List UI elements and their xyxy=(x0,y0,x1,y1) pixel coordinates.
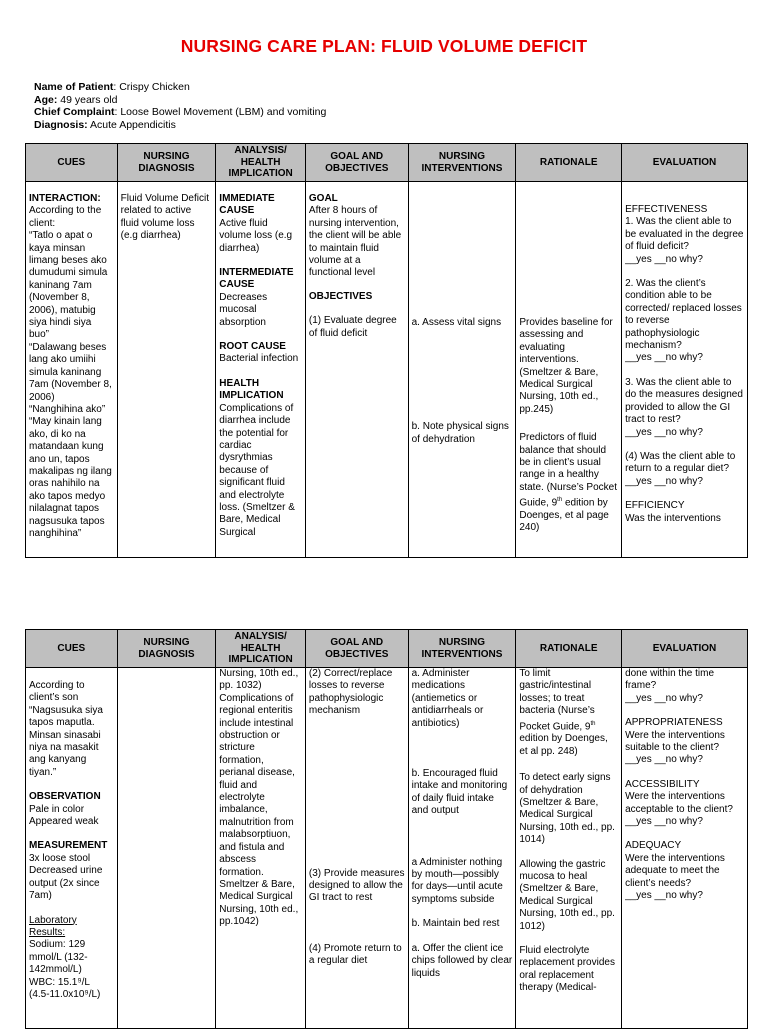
goal-cell xyxy=(305,668,408,1029)
page-title: NURSING CARE PLAN: FLUID VOLUME DEFICIT xyxy=(180,36,588,56)
evaluation-2: 2. Was the client’s condition able to be corrected/ replaced losses to reverse pathophysiologic mechanism? __yes __no why? xyxy=(625,278,742,364)
chief-complaint-label: Chief Complaint xyxy=(34,106,115,118)
header-nursing-diagnosis: NURSING DIAGNOSIS xyxy=(117,144,216,182)
cues-cell xyxy=(26,182,118,558)
header-analysis: ANALYSIS/ HEALTH IMPLICATION xyxy=(216,144,306,182)
header-evaluation: EVALUATION xyxy=(622,630,748,668)
measurement-heading: MEASUREMENT xyxy=(29,840,108,852)
evaluation-appropriateness: Were the interventions suitable to the client? __yes __no why? xyxy=(625,729,725,766)
table-header-row xyxy=(26,144,748,182)
intervention-e: a. Offer the client ice chips followed by clear liquids xyxy=(411,942,513,979)
cues-heading: INTERACTION: xyxy=(29,193,101,204)
evaluation-4: (4) Was the client able to return to a regular diet? __yes __no why? xyxy=(625,450,736,487)
evaluation-accessibility: Were the interventions acceptable to the client? __yes __no why? xyxy=(625,791,733,828)
rationale-a: Provides baseline for assessing and evaluating interventions. (Smeltzer & Bare, Medical Surgical Nursing, 10th ed., pp.245) xyxy=(519,317,613,415)
evaluation-5: Was the interventions xyxy=(625,512,721,524)
rationale-c: Allowing the gastric mucosa to heal (Smeltzer & Bare, Medical Surgical Nursing, 10th ed., pp. 1012) xyxy=(519,858,615,932)
patient-name-line xyxy=(34,81,326,94)
cues-cell xyxy=(26,668,118,1029)
intervention-b: b. Note physical signs of dehydration xyxy=(411,421,509,445)
rationale-b: To detect early signs of dehydration (Smeltzer & Bare, Medical Surgical Nursing, 10th ed., pp. 1014) xyxy=(519,772,615,846)
diagnosis-value: Acute Appendicitis xyxy=(87,118,176,131)
evaluation-cell xyxy=(622,668,748,1029)
evaluation-3: 3. Was the client able to do the measures designed provided to allow the GI tract to rest? __yes __no why? xyxy=(625,376,743,438)
rationale-b: Predictors of fluid balance that should be in client’s usual range in a healthy state. (Nurse’s Pocket Guide, 9th edition by Doenges, et al page 240) xyxy=(519,432,617,534)
intermediate-cause-text: Decreases mucosal absorption xyxy=(219,291,268,328)
laboratory-results-heading: Laboratory Results: xyxy=(29,914,77,938)
header-rationale: RATIONALE xyxy=(516,630,622,668)
analysis-text: Nursing, 10th ed., pp. 1032) Complications of regional enteritis include intestinal obstruction or stricture formation, perianal disease, fluid and electrolyte imbalance, malnutrition from malabsorptiuon, and fistula and abscess formation. Smeltzer & Bare, Medical Surgical Nursing, 10th ed., pp.1042) xyxy=(219,668,299,928)
intervention-d: b. Maintain bed rest xyxy=(411,918,500,930)
objective-4: (4) Promote return to a regular diet xyxy=(308,942,402,967)
accessibility-heading: ACCESSIBILITY xyxy=(625,778,700,790)
patient-age: 49 years old xyxy=(57,93,118,106)
objective-3: (3) Provide measures designed to allow the GI tract to rest xyxy=(308,867,405,904)
adequacy-heading: ADEQUACY xyxy=(625,840,682,852)
health-implication-text: Complications of diarrhea include the potential for cardiac dysrythmias because of significant fluid and electrolyte loss. (Smeltzer & Bare, Medical Surgical xyxy=(219,402,295,538)
patient-name: : Crispy Chicken xyxy=(113,81,190,93)
patient-info xyxy=(34,81,326,131)
diagnosis-label: Diagnosis: xyxy=(34,118,88,131)
analysis-cell xyxy=(216,182,306,558)
header-evaluation: EVALUATION xyxy=(622,144,748,182)
header-interventions: NURSING INTERVENTIONS xyxy=(408,144,516,182)
evaluation-efficiency-cont: done within the time frame? __yes __no why? xyxy=(625,668,715,704)
cues-text: According to the client: “Tatlo o apat o kaya minsan limang beses ako dumudumi simula kaninang 7am (November 8, 2006), matubig siya hindi siya buo” “Dalawang beses lang ako umiihi simula kaninang 7am (November 8, 2006) “Nanghihina ako” “May kinain lang ako, di ko na matandaan kung ano un, tapos makalipas ng ilang oras nahihilo na ako tapos medyo nilalagnat tapos nagsusuka tapos nanghihina” xyxy=(29,205,112,539)
root-cause-heading: ROOT CAUSE xyxy=(219,341,286,353)
goal-cell xyxy=(305,182,408,558)
evaluation-adequacy: Were the interventions adequate to meet the client’s needs? __yes __no why? xyxy=(625,852,725,902)
patient-name-label: Name of Patient xyxy=(34,81,114,93)
chief-complaint: : Loose Bowel Movement (LBM) and vomiting xyxy=(114,106,327,118)
immediate-cause-heading: IMMEDIATE CAUSE xyxy=(219,193,275,217)
interventions-cell xyxy=(408,668,516,1029)
rationale-cell xyxy=(516,182,622,558)
header-cues: CUES xyxy=(26,144,118,182)
care-plan-table-1 xyxy=(25,143,748,558)
header-analysis: ANALYSIS/ HEALTH IMPLICATION xyxy=(216,630,306,668)
goal-text: After 8 hours of nursing intervention, the client will be able to maintain fluid volume at a functional level xyxy=(308,205,402,279)
goal-heading: GOAL xyxy=(308,193,338,204)
measurement-text: 3x loose stool Decreased urine output (2x since 7am) xyxy=(29,852,103,902)
analysis-cell xyxy=(216,668,306,1029)
header-goal: GOAL AND OBJECTIVES xyxy=(305,630,408,668)
intervention-a: a. Assess vital signs xyxy=(411,317,502,328)
table-row xyxy=(26,182,748,558)
evaluation-1: 1. Was the client able to be evaluated in the degree of fluid deficit? __yes __no why? xyxy=(625,216,744,265)
evaluation-cell xyxy=(622,182,748,558)
rationale-cell xyxy=(516,668,622,1029)
header-cues: CUES xyxy=(26,630,118,668)
header-interventions: NURSING INTERVENTIONS xyxy=(408,630,516,668)
interventions-cell xyxy=(408,182,516,558)
immediate-cause-text: Active fluid volume loss (e.g diarrhea) xyxy=(219,217,293,254)
observation-text: Pale in color Appeared weak xyxy=(29,803,99,828)
cues-interaction-text: According to client’s son “Nagsusuka siya tapos maputla. Minsan sinasabi niya na masakit ang kanyang tiyan.” xyxy=(29,680,103,778)
header-goal: GOAL AND OBJECTIVES xyxy=(305,144,408,182)
intervention-a: a. Administer medications (antiemetics or antidiarrheals or antibiotics) xyxy=(411,668,484,729)
intervention-c: a Administer nothing by mouth—possibly for days—until acute symptoms subside xyxy=(411,856,503,905)
header-rationale: RATIONALE xyxy=(516,144,622,182)
efficiency-heading: EFFICIENCY xyxy=(625,500,685,512)
effectiveness-heading: EFFECTIVENESS xyxy=(625,204,708,215)
health-implication-heading: HEALTH IMPLICATION xyxy=(219,377,284,402)
patient-age-line xyxy=(34,94,326,107)
intervention-b: b. Encouraged fluid intake and monitoring of daily fluid intake and output xyxy=(411,768,508,817)
rationale-a: To limit gastric/intestinal losses; to treat bacteria (Nurse’s Pocket Guide, 9th edition by Doenges, et al pp. 248) xyxy=(519,668,608,757)
rationale-d: Fluid electrolyte replacement provides oral replacement therapy (Medical- xyxy=(519,945,615,994)
table-header-row xyxy=(26,630,748,668)
header-nursing-diagnosis: NURSING DIAGNOSIS xyxy=(117,630,216,668)
chief-complaint-line xyxy=(34,106,326,119)
table-row xyxy=(26,668,748,1029)
laboratory-results-text: Sodium: 129 mmol/L (132-142mmol/L) WBC: 15.1⁹/L (4.5-11.0x10⁹/L) xyxy=(29,939,101,1000)
appropriateness-heading: APPROPRIATENESS xyxy=(625,717,723,729)
observation-heading: OBSERVATION xyxy=(29,791,101,803)
diagnosis-line xyxy=(34,119,326,132)
root-cause-text: Bacterial infection xyxy=(219,353,299,365)
diagnosis-cell xyxy=(117,668,216,1029)
diagnosis-text: Fluid Volume Deficit related to active fluid volume loss (e.g diarrhea) xyxy=(120,193,209,242)
care-plan-table-2 xyxy=(25,629,748,1029)
objectives-heading: OBJECTIVES xyxy=(308,290,373,302)
diagnosis-cell xyxy=(117,182,216,558)
objective-1: (1) Evaluate degree of fluid deficit xyxy=(308,315,397,339)
intermediate-cause-heading: INTERMEDIATE CAUSE xyxy=(219,267,294,291)
patient-age-label: Age: xyxy=(34,93,58,106)
objective-2: (2) Correct/replace losses to reverse pathophysiologic mechanism xyxy=(308,668,393,717)
